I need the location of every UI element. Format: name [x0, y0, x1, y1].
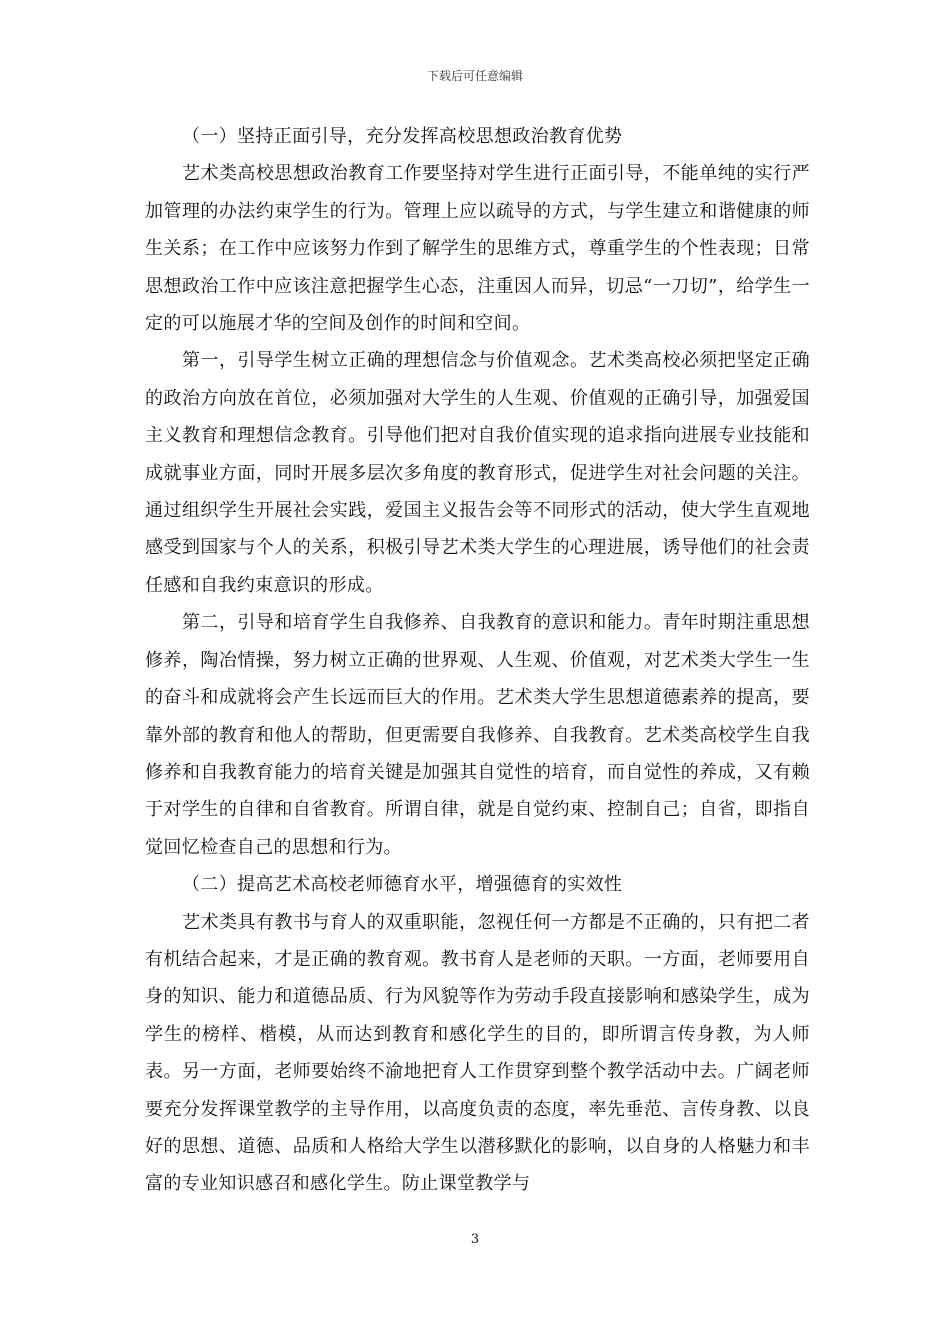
paragraph-3: 第二，引导和培育学生自我修养、自我教育的意识和能力。青年时期注重思想修养，陶冶情操，努力树立正确的世界观、人生观、价值观，对艺术类大学生一生的奋斗和成就将会产生长远而巨大的作用。艺术类大学生思想道德素养的提高，要靠外部的教育和他人的帮助，但更需要自我修养、自我教育。艺术类高校学生自我修养和自我教育能力的培育关键是加强其自觉性的培育，而自觉性的养成，又有赖于对学生的自律和自省教育。所谓自律，就是自觉约束、控制自己；自省，即指自觉回忆检查自己的思想和行为。: [145, 612, 810, 858]
page-header-note: 下载后可任意编辑: [426, 69, 523, 83]
section-heading-1: （一）坚持正面引导，充分发挥高校思想政治教育优势: [182, 126, 623, 147]
page-number: 3: [470, 1232, 480, 1247]
paragraph-4: 艺术类具有教书与育人的双重职能，忽视任何一方都是不正确的，只有把二者有机结合起来，才是正确的教育观。教书育人是老师的天职。一方面，老师要用自身的知识、能力和道德品质、行为风貌等作为劳动手段直接影响和感染学生，成为学生的榜样、楷模，从而达到教育和感化学生的目的，即所谓言传身教，为人师表。另一方面，老师要始终不渝地把育人工作贯穿到整个教学活动中去。广阔老师要充分发挥课堂教学的主导作用，以高度负责的态度，率先垂范、言传身教、以良好的思想、道德、品质和人格给大学生以潜移默化的影响，以自身的人格魅力和丰富的专业知识感召和感化学生。防止课堂教学与: [145, 911, 810, 1195]
document-body: [145, 118, 810, 1203]
paragraph-2: 第一，引导学生树立正确的理想信念与价值观念。艺术类高校必须把坚定正确的政治方向放在首位，必须加强对大学生的人生观、价值观的正确引导，加强爱国主义教育和理想信念教育。引导他们把对自我价值实现的追求指向进展专业技能和成就事业方面，同时开展多层次多角度的教育形式，促进学生对社会问题的关注。通过组织学生开展社会实践，爱国主义报告会等不同形式的活动，使大学生直观地感受到国家与个人的关系，积极引导艺术类大学生的心理进展，诱导他们的社会责任感和自我约束意识的形成。: [145, 350, 810, 596]
paragraph-1: 艺术类高校思想政治教育工作要坚持对学生进行正面引导，不能单纯的实行严加管理的办法约束学生的行为。管理上应以疏导的方式，与学生建立和谐健康的师生关系；在工作中应该努力作到了解学生的思维方式，尊重学生的个性表现；日常思想政治工作中应该注意把握学生心态，注重因人而异，切忌“一刀切”，给学生一定的可以施展才华的空间及创作的时间和空间。: [145, 163, 810, 335]
section-heading-2: （二）提高艺术高校老师德育水平，增强德育的实效性: [182, 874, 623, 896]
